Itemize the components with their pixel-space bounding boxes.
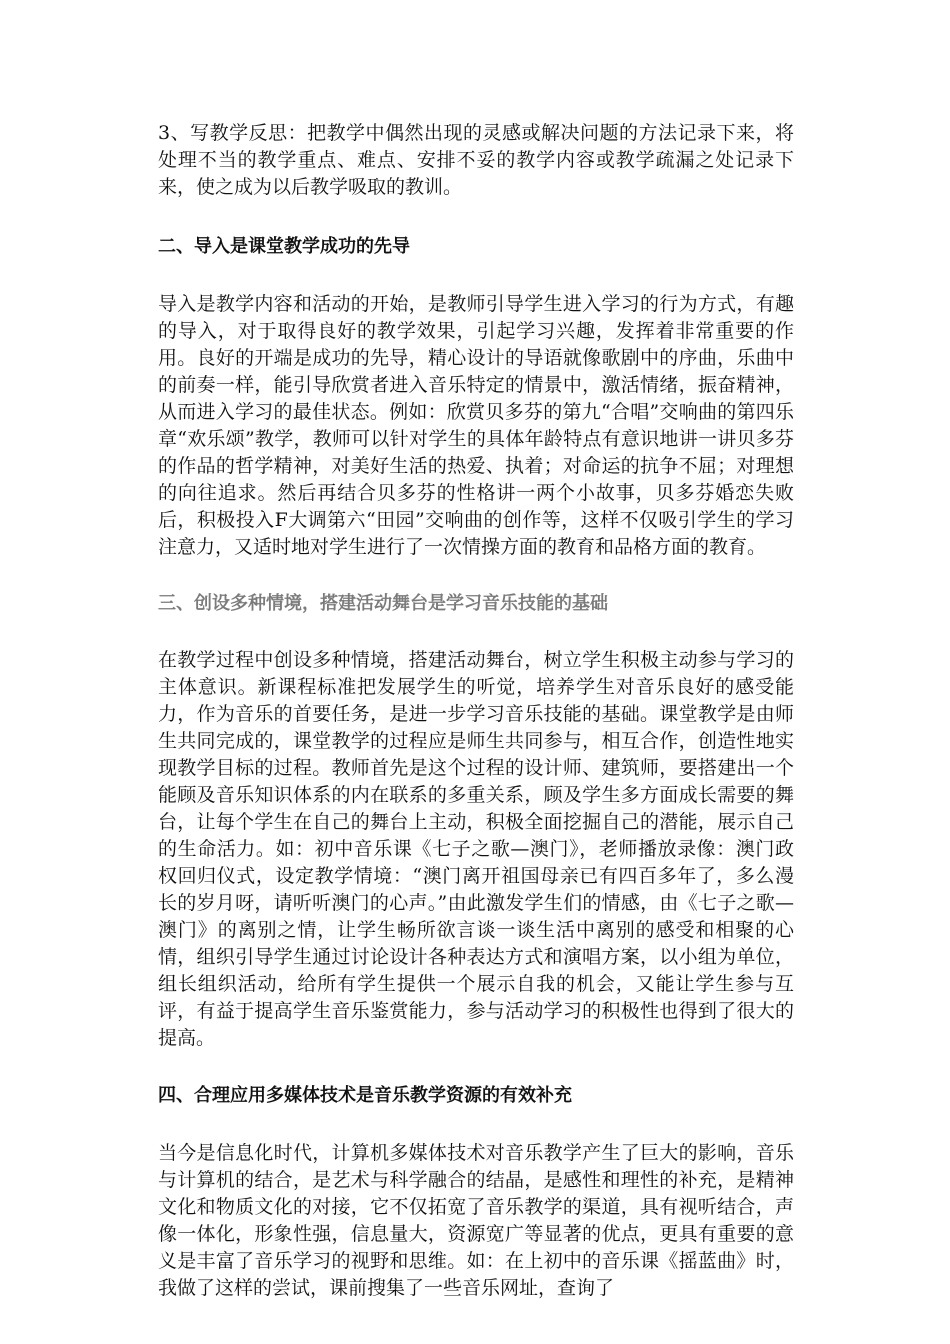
section-heading-situations: 三、创设多种情境，搭建活动舞台是学习音乐技能的基础 bbox=[158, 593, 608, 614]
section-heading-multimedia: 四、合理应用多媒体技术是音乐教学资源的有效补充 bbox=[158, 1085, 572, 1106]
section-heading-introduction: 二、导入是课堂教学成功的先导 bbox=[158, 236, 410, 257]
paragraph-multimedia: 当今是信息化时代，计算机多媒体技术对音乐教学产生了巨大的影响，音乐与计算机的结合，是艺术与科学融合的结晶，是感性和理性的补充，是精神文化和物质文化的对接，它不仅拓宽了音乐教学的渠道，具有视听结合，声像一体化，形象性强，信息量大，资源宽广等显著的优点，更具有重要的意义是丰富了音乐学习的视野和思维。如：在上初中的音乐课《摇蓝曲》时，我做了这样的尝试，课前搜集了一些音乐网址，查询了 bbox=[158, 1142, 794, 1299]
paragraph-teaching-reflection: 3、写教学反思：把教学中偶然出现的灵感或解决问题的方法记录下来，将处理不当的教学重点、难点、安排不妥的教学内容或教学疏漏之处记录下来，使之成为以后教学吸取的教训。 bbox=[158, 122, 794, 198]
paragraph-situations: 在教学过程中创设多种情境，搭建活动舞台，树立学生积极主动参与学习的主体意识。新课程标准把发展学生的听觉，培养学生对音乐良好的感受能力，作为音乐的首要任务，是进一步学习音乐技能的基础。课堂教学是由师生共同完成的，课堂教学的过程应是师生共同参与，相互合作，创造性地实现教学目标的过程。教师首先是这个过程的设计师、建筑师，要搭建出一个能顾及音乐知识体系的内在联系的多重关系，顾及学生多方面成长需要的舞台，让每个学生在自己的舞台上主动，积极全面挖掘自己的潜能，展示自己的生命活力。如：初中音乐课《七子之歌—澳门》，老师播放录像：澳门政权回归仪式，设定教学情境：“澳门离开祖国母亲已有四百多年了，多么漫长的岁月呀，请听听澳门的心声。”由此激发学生们的情感，由《七子之歌—澳门》的离别之情，让学生畅所欲言谈一谈生活中离别的感受和相聚的心情，组织引导学生通过讨论设计各种表达方式和演唱方案，以小组为单位，组长组织活动，给所有学生提供一个展示自我的机会，又能让学生参与互评，有益于提高学生音乐鉴赏能力，参与活动学习的积极性也得到了很大的提高。 bbox=[158, 649, 794, 1049]
document-page bbox=[158, 120, 794, 1302]
paragraph-introduction: 导入是教学内容和活动的开始，是教师引导学生进入学习的行为方式，有趣的导入，对于取得良好的教学效果，引起学习兴趣，发挥着非常重要的作用。良好的开端是成功的先导，精心设计的导语就像歌剧中的序曲，乐曲中的前奏一样，能引导欣赏者进入音乐特定的情景中，激活情绪，振奋精神，从而进入学习的最佳状态。例如：欣赏贝多芬的第九“合唱”交响曲的第四乐章“欢乐颂”教学，教师可以针对学生的具体年龄特点有意识地讲一讲贝多芬的作品的哲学精神，对美好生活的热爱、执着；对命运的抗争不屈；对理想的向往追求。然后再结合贝多芬的性格讲一两个小故事，贝多芬婚恋失败后，积极投入F大调第六“田园”交响曲的创作等，这样不仅吸引学生的学习注意力，又适时地对学生进行了一次情操方面的教育和品格方面的教育。 bbox=[158, 293, 794, 558]
